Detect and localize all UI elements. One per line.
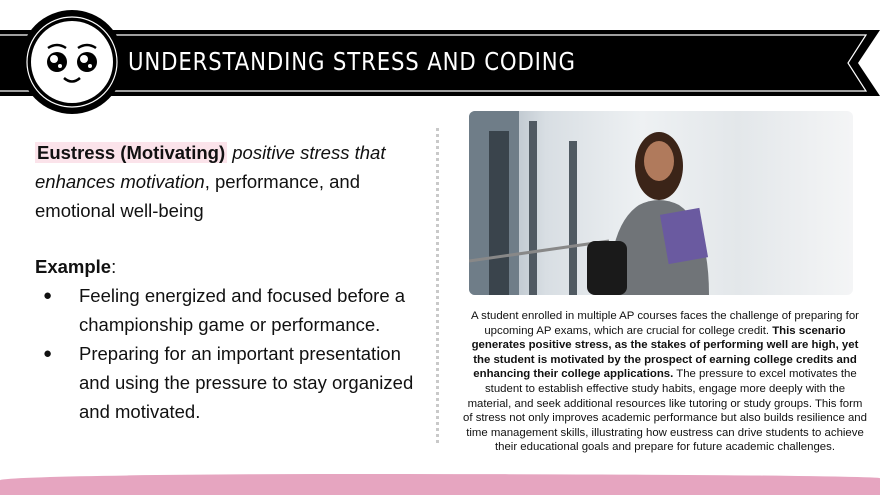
scenario-caption — [462, 309, 868, 455]
list-item: ● Feeling energized and focused before a championship game or performance. — [35, 281, 425, 339]
example-colon: : — [111, 256, 117, 277]
smiling-face-icon — [20, 10, 124, 114]
caption-bold: This scenario generates positive stress, as the stakes of performing well are high, yet the student is motivated by the prospect of earning college credits and enhancing their college applications. — [471, 324, 859, 381]
student-photo — [469, 111, 853, 295]
pink-footer-band — [0, 474, 880, 495]
caption-text-2: The pressure to excel motivates the student to establish effective study habits, engage more deeply with the material, and seek additional resources like tutoring or study groups. This form of stress not only improves academic performance but also builds resilience and time management skills, illustrating how eustress can drive students to achieve their educational goals and prepare for future academic challenges. — [463, 368, 867, 454]
term-highlight: Eustress (Motivating) — [37, 142, 226, 163]
definition-italic: positive stress that enhances motivation — [35, 142, 386, 192]
example-heading — [35, 252, 425, 281]
dotted-divider — [436, 128, 439, 443]
student-illustration — [469, 111, 853, 295]
definition-rest: , performance, and emotional well-being — [35, 171, 360, 221]
example-label: Example — [35, 256, 112, 277]
caption-text: A student enrolled in multiple AP courses faces the challenge of preparing for upcoming AP exams, which are crucial for college credit. — [471, 310, 859, 337]
eustress-definition — [35, 138, 425, 426]
list-item: ● Preparing for an important presentation and using the pressure to stay organized and motivated. — [35, 339, 425, 426]
definition — [35, 138, 425, 225]
example-list — [35, 281, 425, 426]
slide-title: UNDERSTANDING STRESS AND CODING — [128, 47, 576, 76]
